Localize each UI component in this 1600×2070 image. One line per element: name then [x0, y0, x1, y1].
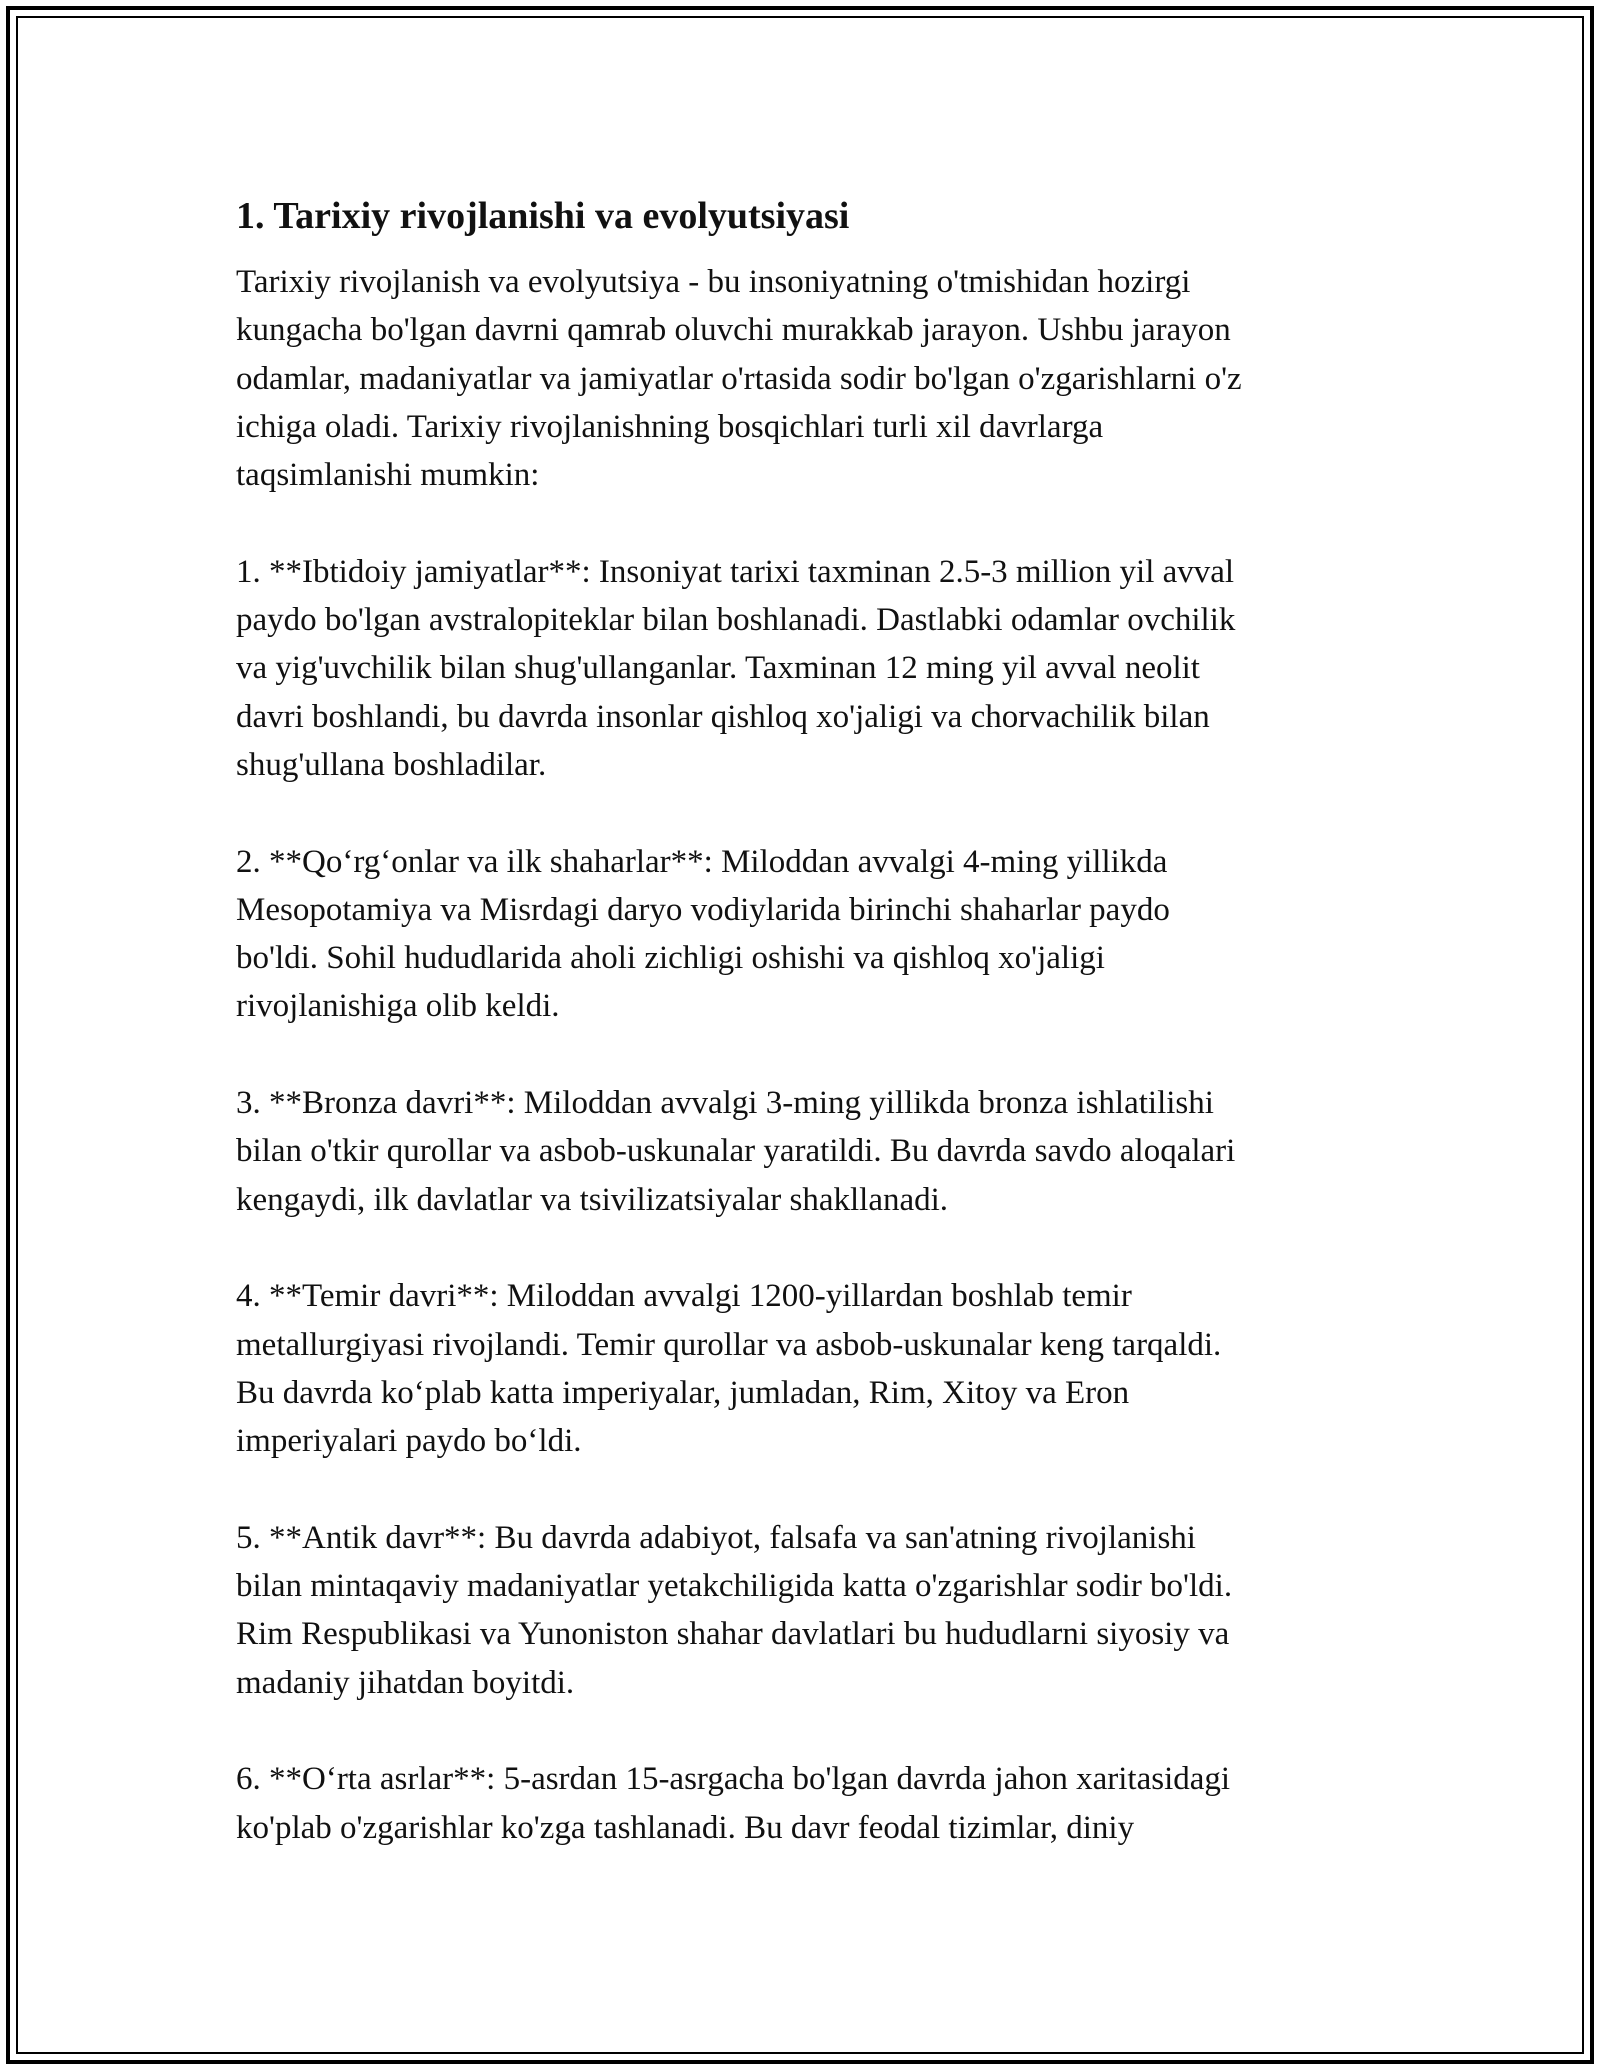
text-line: metallurgiyasi rivojlandi. Temir qurollar va asbob-uskunalar keng tarqaldi.	[236, 1326, 1222, 1363]
text-line: Bu davrda koʻplab katta imperiyalar, jumladan, Rim, Xitoy va Eron	[236, 1374, 1130, 1411]
document-heading: 1. Tarixiy rivojlanishi va evolyutsiyasi	[236, 195, 850, 237]
text-line: 5. **Antik davr**: Bu davrda adabiyot, falsafa va san'atning rivojlanishi	[236, 1519, 1196, 1556]
text-line: madaniy jihatdan boyitdi.	[236, 1664, 575, 1701]
text-line: paydo bo'lgan avstralopiteklar bilan boshlanadi. Dastlabki odamlar ovchilik	[236, 602, 1236, 639]
text-line: 6. **Oʻrta asrlar**: 5-asrdan 15-asrgacha bo'lgan davrda jahon xaritasidagi	[236, 1761, 1231, 1798]
text-line: va yig'uvchilik bilan shug'ullanganlar. Taxminan 12 ming yil avval neolit	[236, 650, 1200, 687]
document-page	[236, 188, 1366, 1852]
text-line: odamlar, madaniyatlar va jamiyatlar o'rtasida sodir bo'lgan o'zgarishlarni o'z	[236, 360, 1242, 397]
list-item-paragraph	[236, 1514, 1366, 1707]
text-line: Rim Respublikasi va Yunoniston shahar davlatlari bu hududlarni siyosiy va	[236, 1616, 1230, 1653]
text-line: kungacha bo'lgan davrni qamrab oluvchi murakkab jarayon. Ushbu jarayon	[236, 312, 1231, 349]
document-body	[236, 258, 1366, 1852]
text-line: ichiga oladi. Tarixiy rivojlanishning bosqichlari turli xil davrlarga	[236, 408, 1104, 445]
list-item-paragraph	[236, 838, 1366, 1031]
text-line: 3. **Bronza davri**: Miloddan avvalgi 3-ming yillikda bronza ishlatilishi	[236, 1085, 1214, 1122]
list-item-paragraph	[236, 1272, 1366, 1465]
text-line: bilan o'tkir qurollar va asbob-uskunalar yaratildi. Bu davrda savdo aloqalari	[236, 1133, 1236, 1170]
text-line: bo'ldi. Sohil hududlarida aholi zichligi oshishi va qishloq xo'jaligi	[236, 940, 1105, 977]
text-line: 4. **Temir davri**: Miloddan avvalgi 1200-yillardan boshlab temir	[236, 1278, 1132, 1315]
text-line: Mesopotamiya va Misrdagi daryo vodiylarida birinchi shaharlar paydo	[236, 891, 1170, 928]
list-item-paragraph	[236, 1755, 1366, 1852]
list-item-paragraph	[236, 548, 1366, 789]
text-line: Tarixiy rivojlanish va evolyutsiya - bu insoniyatning o'tmishidan hozirgi	[236, 264, 1191, 300]
text-line: kengaydi, ilk davlatlar va tsivilizatsiyalar shakllanadi.	[236, 1181, 949, 1218]
text-line: shug'ullana boshladilar.	[236, 746, 547, 783]
text-line: bilan mintaqaviy madaniyatlar yetakchiligida katta o'zgarishlar sodir bo'ldi.	[236, 1568, 1233, 1605]
text-line: 1. **Ibtidoiy jamiyatlar**: Insoniyat tarixi taxminan 2.5-3 million yil avval	[236, 553, 1235, 590]
text-line: 2. **Qoʻrgʻonlar va ilk shaharlar**: Miloddan avvalgi 4-ming yillikda	[236, 843, 1168, 880]
list-item-paragraph	[236, 1079, 1366, 1224]
text-line: taqsimlanishi mumkin:	[236, 457, 540, 494]
intro-paragraph	[236, 258, 1366, 499]
text-line: davri boshlandi, bu davrda insonlar qishloq xo'jaligi va chorvachilik bilan	[236, 698, 1210, 735]
text-line: ko'plab o'zgarishlar ko'zga tashlanadi. Bu davr feodal tizimlar, diniy	[236, 1809, 1135, 1846]
text-line: rivojlanishiga olib keldi.	[236, 988, 560, 1025]
text-line: imperiyalari paydo boʻldi.	[236, 1423, 582, 1460]
